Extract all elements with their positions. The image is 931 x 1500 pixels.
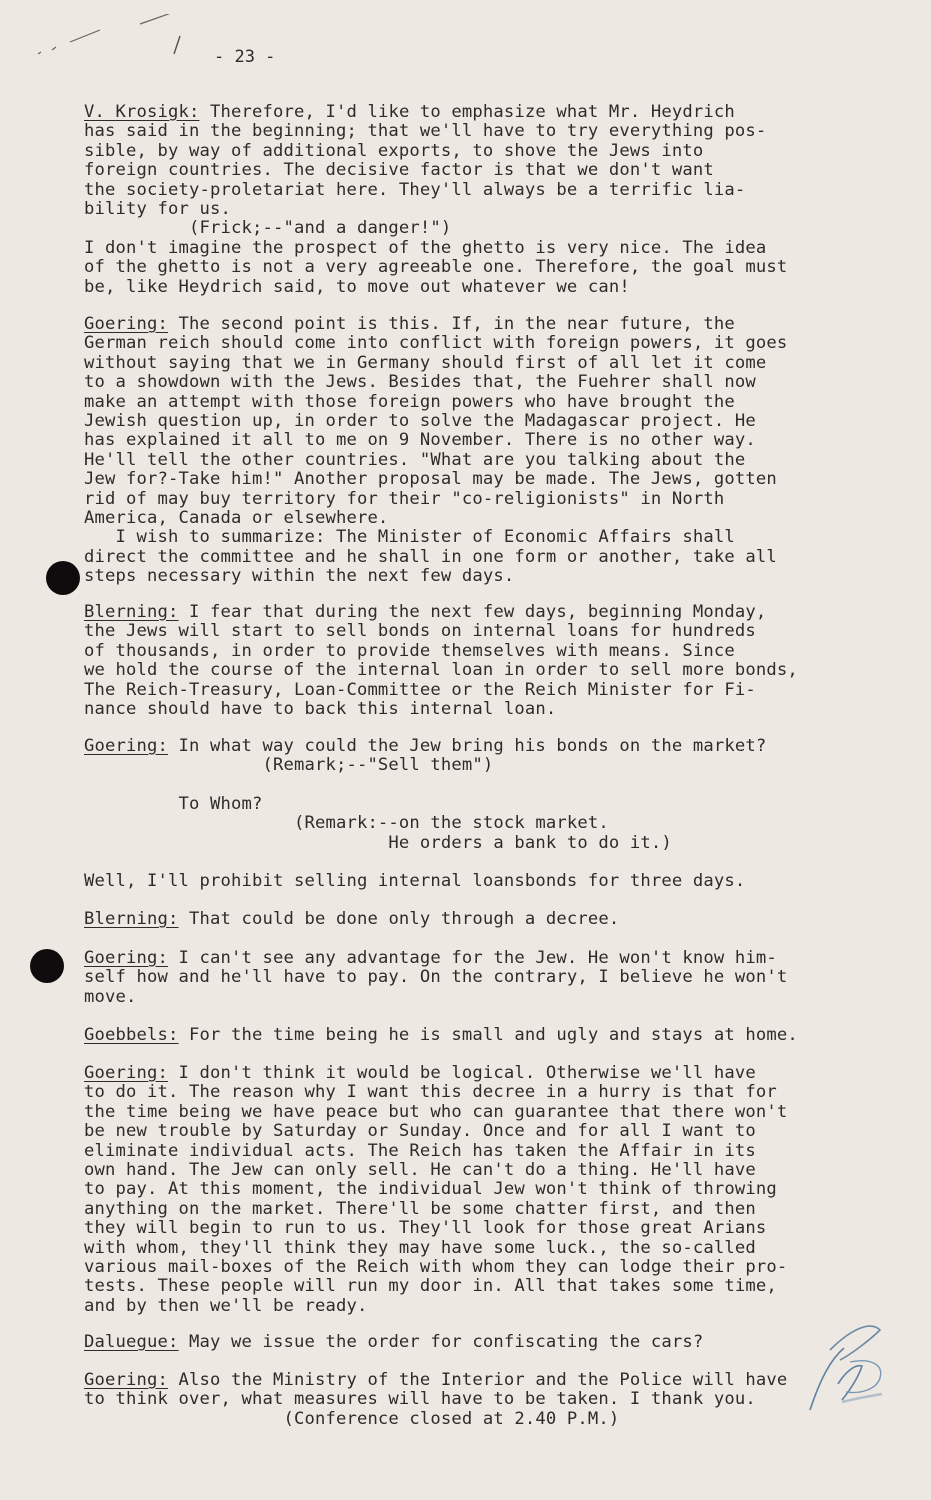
text-line: to pay. At this moment, the individual Jew won't think of throwing (84, 1179, 777, 1200)
text-line: the time being we have peace but who can guarantee that there won't (84, 1101, 788, 1122)
text-line: we hold the course of the internal loan in order to sell more bonds, (84, 660, 798, 681)
text-line: The Reich-Treasury, Loan-Committee or the Reich Minister for Fi- (84, 679, 756, 700)
text-line: Jewish question up, in order to solve the Madagascar project. He (84, 411, 756, 431)
text-line: Goering: I don't think it would be logical. Otherwise we'll have (84, 1063, 756, 1083)
text-line: Goebbels: For the time being he is small and ugly and stays at home. (84, 1025, 798, 1045)
text-line: of thousands, in order to provide themselves with means. Since (84, 640, 735, 661)
speaker-name: Goering: (84, 736, 168, 756)
speaker-name: Goering: (84, 314, 168, 334)
text-line: steps necessary within the next few days. (84, 566, 515, 587)
text-line: be, like Heydrich said, to move out whatever we can! (84, 276, 630, 297)
text-line: has explained it all to me on 9 November. There is no other way. (84, 430, 756, 451)
punch-hole (30, 949, 64, 983)
text-line: (Remark:--on the stock market. (84, 813, 609, 834)
text-line: foreign countries. The decisive factor is that we don't want (84, 160, 714, 181)
pencil-checkmark-icon (790, 1300, 910, 1424)
text-line: make an attempt with those foreign powers who have brought the (84, 391, 735, 412)
text-line: (Remark;--"Sell them") (84, 755, 494, 776)
speaker-name: Blerning: (84, 602, 179, 622)
text-line: sible, by way of additional exports, to shove the Jews into (84, 140, 704, 161)
text-line: He orders a bank to do it.) (84, 832, 672, 853)
punch-hole (46, 561, 80, 595)
text-line: they will begin to run to us. They'll look for those great Arians (84, 1218, 767, 1239)
text-line: to a showdown with the Jews. Besides that, the Fuehrer shall now (84, 372, 756, 393)
text-line: tests. These people will run my door in. All that takes some time, (84, 1276, 777, 1297)
text-line: anything on the market. There'll be some chatter first, and then (84, 1198, 756, 1219)
text-line: Well, I'll prohibit selling internal loansbonds for three days. (84, 871, 746, 891)
text-line: without saying that we in Germany should first of all let it come (84, 352, 767, 373)
text-line: own hand. The Jew can only sell. He can't do a thing. He'll have (84, 1160, 756, 1180)
text-line: the society-proletariat here. They'll always be a terrific lia- (84, 179, 746, 200)
speaker-name: Goering: (84, 1370, 168, 1390)
text-line: bility for us. (84, 199, 231, 219)
text-line: Blerning: That could be done only through a decree. (84, 909, 620, 929)
text-line: Blerning: I fear that during the next few days, beginning Monday, (84, 602, 767, 622)
text-line: eliminate individual acts. The Reich has taken the Affair in its (84, 1140, 756, 1161)
text-line: (Frick;--"and a danger!") (84, 218, 452, 239)
text-line: has said in the beginning; that we'll have to try everything pos- (84, 121, 767, 142)
text-line: be new trouble by Saturday or Sunday. Once and for all I want to (84, 1121, 756, 1142)
speaker-name: Goering: (84, 948, 168, 968)
text-line: To Whom? (84, 794, 263, 814)
speaker-name: Daluegue: (84, 1332, 179, 1352)
text-line: German reich should come into conflict with foreign powers, it goes (84, 333, 788, 354)
text-line: and by then we'll be ready. (84, 1295, 368, 1316)
text-line: to think over, what measures will have to be taken. I thank you. (84, 1389, 756, 1410)
speaker-name: V. Krosigk: (84, 102, 200, 122)
text-line: I wish to summarize: The Minister of Economic Affairs shall (84, 527, 735, 548)
text-line: various mail-boxes of the Reich with whom they can lodge their pro- (84, 1257, 788, 1277)
text-line: Jew for?-Take him!" Another proposal may be made. The Jews, gotten (84, 469, 777, 490)
text-line: of the ghetto is not a very agreeable one. Therefore, the goal must (84, 257, 788, 278)
text-line: America, Canada or elsewhere. (84, 508, 389, 528)
text-line: self how and he'll have to pay. On the contrary, I believe he won't (84, 967, 788, 988)
handwritten-scribble-icon (30, 14, 220, 68)
text-line: direct the committee and he shall in one form or another, take all (84, 546, 777, 567)
text-line: to do it. The reason why I want this decree in a hurry is that for (84, 1082, 777, 1103)
text-line: with whom, they'll think they may have some luck., the so-called (84, 1237, 756, 1258)
text-line: He'll tell the other countries. "What are you talking about the (84, 449, 746, 470)
text-line: I don't imagine the prospect of the ghetto is very nice. The idea (84, 237, 767, 258)
text-line: rid of may buy territory for their "co-religionists" in North (84, 488, 725, 509)
text-line: the Jews will start to sell bonds on internal loans for hundreds (84, 621, 756, 642)
text-line: Daluegue: May we issue the order for confiscating the cars? (84, 1332, 704, 1352)
text-line: (Conference closed at 2.40 P.M.) (84, 1408, 620, 1429)
text-line: Goering: Also the Ministry of the Interior and the Police will have (84, 1370, 788, 1390)
page-number: - 23 - (214, 47, 276, 67)
speaker-name: Goering: (84, 1063, 168, 1083)
speaker-name: Goebbels: (84, 1025, 179, 1045)
text-line: Goering: In what way could the Jew bring his bonds on the market? (84, 736, 767, 756)
text-line: V. Krosigk: Therefore, I'd like to emphasize what Mr. Heydrich (84, 102, 735, 122)
text-line: Goering: The second point is this. If, in the near future, the (84, 314, 735, 334)
text-line: move. (84, 986, 137, 1007)
speaker-name: Blerning: (84, 909, 179, 929)
text-line: Goering: I can't see any advantage for the Jew. He won't know him- (84, 948, 777, 968)
text-line: nance should have to back this internal loan. (84, 699, 557, 719)
